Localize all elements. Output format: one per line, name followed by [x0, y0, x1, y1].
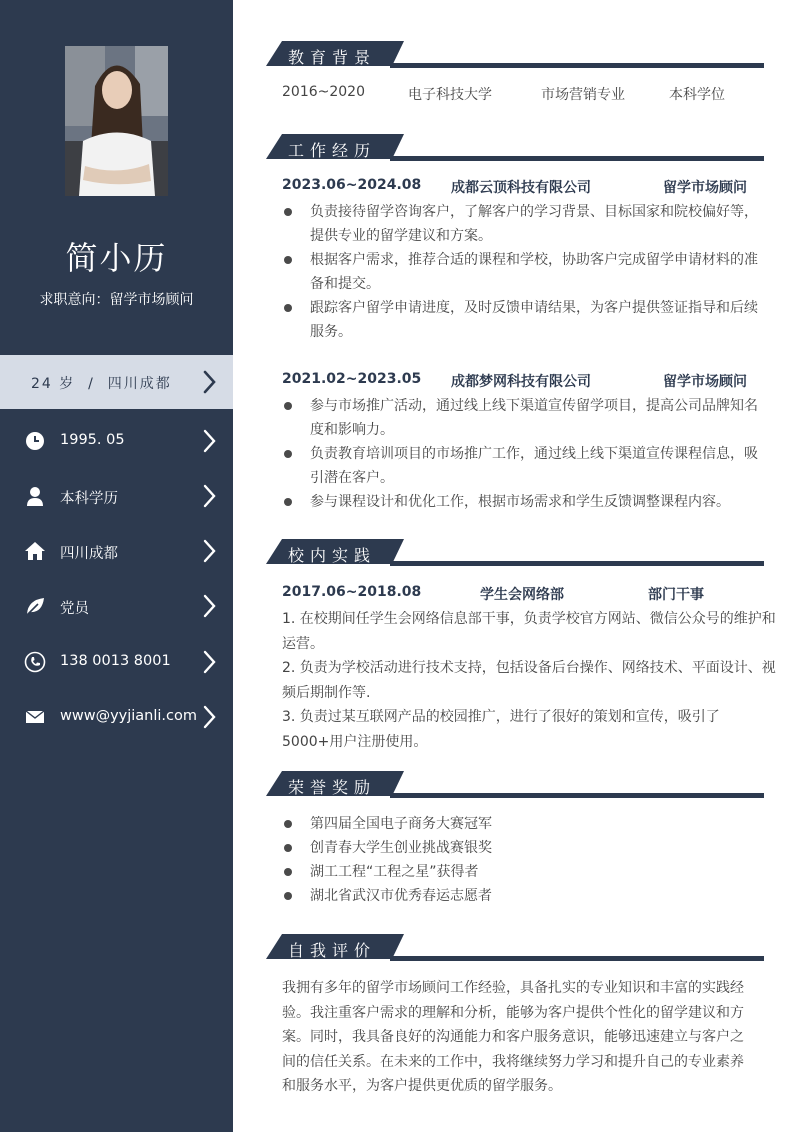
chevron-right-icon [200, 538, 220, 564]
chevron-right-icon [200, 428, 220, 454]
education-period: 2016~2020 [282, 84, 365, 100]
section-header-education [266, 41, 764, 71]
honors-list [282, 812, 762, 908]
list-item: 根据客户需求，推荐合适的课程和学校，协助客户完成留学申请材料的准备和提交。 [282, 248, 762, 296]
chevron-right-icon [200, 649, 220, 675]
list-item: 1. 在校期间任学生会网络信息部干事，负责学校官方网站、微信公众号的维护和运营。 [282, 611, 776, 652]
chevron-right-icon [200, 593, 220, 619]
list-item: 创青春大学生创业挑战赛银奖 [282, 836, 762, 860]
chevron-right-icon [200, 483, 220, 509]
chevron-right-icon [200, 368, 220, 396]
campus-period: 2017.06~2018.08 [282, 584, 422, 600]
list-item: 跟踪客户留学申请进度，及时反馈申请结果，为客户提供签证指导和后续服务。 [282, 296, 762, 344]
section-header-work [266, 134, 764, 164]
list-item: 2. 负责为学校活动进行技术支持，包括设备后台操作、网络技术、平面设计、视频后期制作等. [282, 660, 776, 701]
work-role: 留学市场顾问 [663, 374, 747, 390]
education-major: 市场营销专业 [541, 87, 625, 103]
job-intent: 求职意向：留学市场顾问 [39, 292, 194, 308]
profile-photo [65, 46, 168, 196]
section-header-honors [266, 771, 764, 801]
work-duties-list [282, 394, 762, 514]
birth-date-text: 1995. 05 [60, 432, 125, 448]
education-degree: 本科学位 [669, 87, 725, 103]
education-row [0, 481, 233, 511]
work-period: 2021.02~2023.05 [282, 371, 422, 387]
email-row [0, 702, 233, 732]
political-status-text: 党员 [60, 601, 89, 617]
section-title: 荣誉奖励 [288, 778, 377, 797]
work-duties-list [282, 200, 762, 344]
home-icon [24, 540, 46, 562]
work-company: 成都云顶科技有限公司 [451, 180, 591, 196]
mail-icon [24, 706, 46, 728]
self-eval-text: 我拥有多年的留学市场顾问工作经验，具备扎实的专业知识和丰富的实践经验。我注重客户需求的理解和分析，能够为客户提供个性化的留学建议和方案。同时，我具备良好的沟通能力和客户服务意识，能够迅速建立与客户之间的信任关系。在未来的工作中，我将继续努力学习和提升自己的专业素养和服务水平，为客户提供更优质的留学服务。 [282, 980, 744, 1094]
section-header-campus [266, 539, 764, 569]
list-item: 参与课程设计和优化工作，根据市场需求和学生反馈调整课程内容。 [282, 490, 762, 514]
list-item: 湖工工程“工程之星”获得者 [282, 860, 762, 884]
work-period: 2023.06~2024.08 [282, 177, 422, 193]
leaf-icon [24, 595, 46, 617]
clock-icon [24, 430, 46, 452]
campus-role: 部门干事 [648, 587, 704, 603]
section-title: 自我评价 [288, 941, 377, 960]
work-role: 留学市场顾问 [663, 180, 747, 196]
list-item: 负责教育培训项目的市场推广工作，通过线上线下渠道宣传课程信息，吸引潜在客户。 [282, 442, 762, 490]
education-school: 电子科技大学 [408, 87, 492, 103]
list-item: 参与市场推广活动，通过线上线下渠道宣传留学项目，提高公司品牌知名度和影响力。 [282, 394, 762, 442]
list-item: 负责接待留学咨询客户，了解客户的学习背景、目标国家和院校偏好等，提供专业的留学建议和方案。 [282, 200, 762, 248]
list-item: 第四届全国电子商务大赛冠军 [282, 812, 762, 836]
campus-items [282, 607, 782, 754]
list-item: 3. 负责过某互联网产品的校园推广，进行了很好的策划和宣传，吸引了 5000+用户注册使用。 [282, 709, 720, 750]
chevron-right-icon [200, 704, 220, 730]
section-title: 校内实践 [288, 546, 377, 565]
phone-icon [24, 651, 46, 673]
phone-row [0, 647, 233, 677]
phone-text: 138 0013 8001 [60, 653, 171, 669]
section-title: 教育背景 [288, 48, 377, 67]
email-text: www@yyjianli.com [60, 708, 198, 724]
section-header-self-eval [266, 934, 764, 964]
candidate-name: 简小历 [65, 239, 168, 277]
location-text: 四川成都 [60, 546, 118, 562]
education-level-text: 本科学历 [60, 491, 118, 507]
work-company: 成都梦网科技有限公司 [451, 374, 591, 390]
birth-date-row [0, 426, 233, 456]
location-row [0, 536, 233, 566]
list-item: 湖北省武汉市优秀春运志愿者 [282, 884, 762, 908]
political-status-row [0, 591, 233, 621]
age-location-bar [0, 355, 233, 409]
age-location-text: 24 岁 / 四川成都 [31, 376, 172, 392]
campus-org: 学生会网络部 [480, 587, 564, 603]
person-icon [24, 485, 46, 507]
section-title: 工作经历 [288, 141, 377, 160]
sidebar [0, 0, 233, 1132]
